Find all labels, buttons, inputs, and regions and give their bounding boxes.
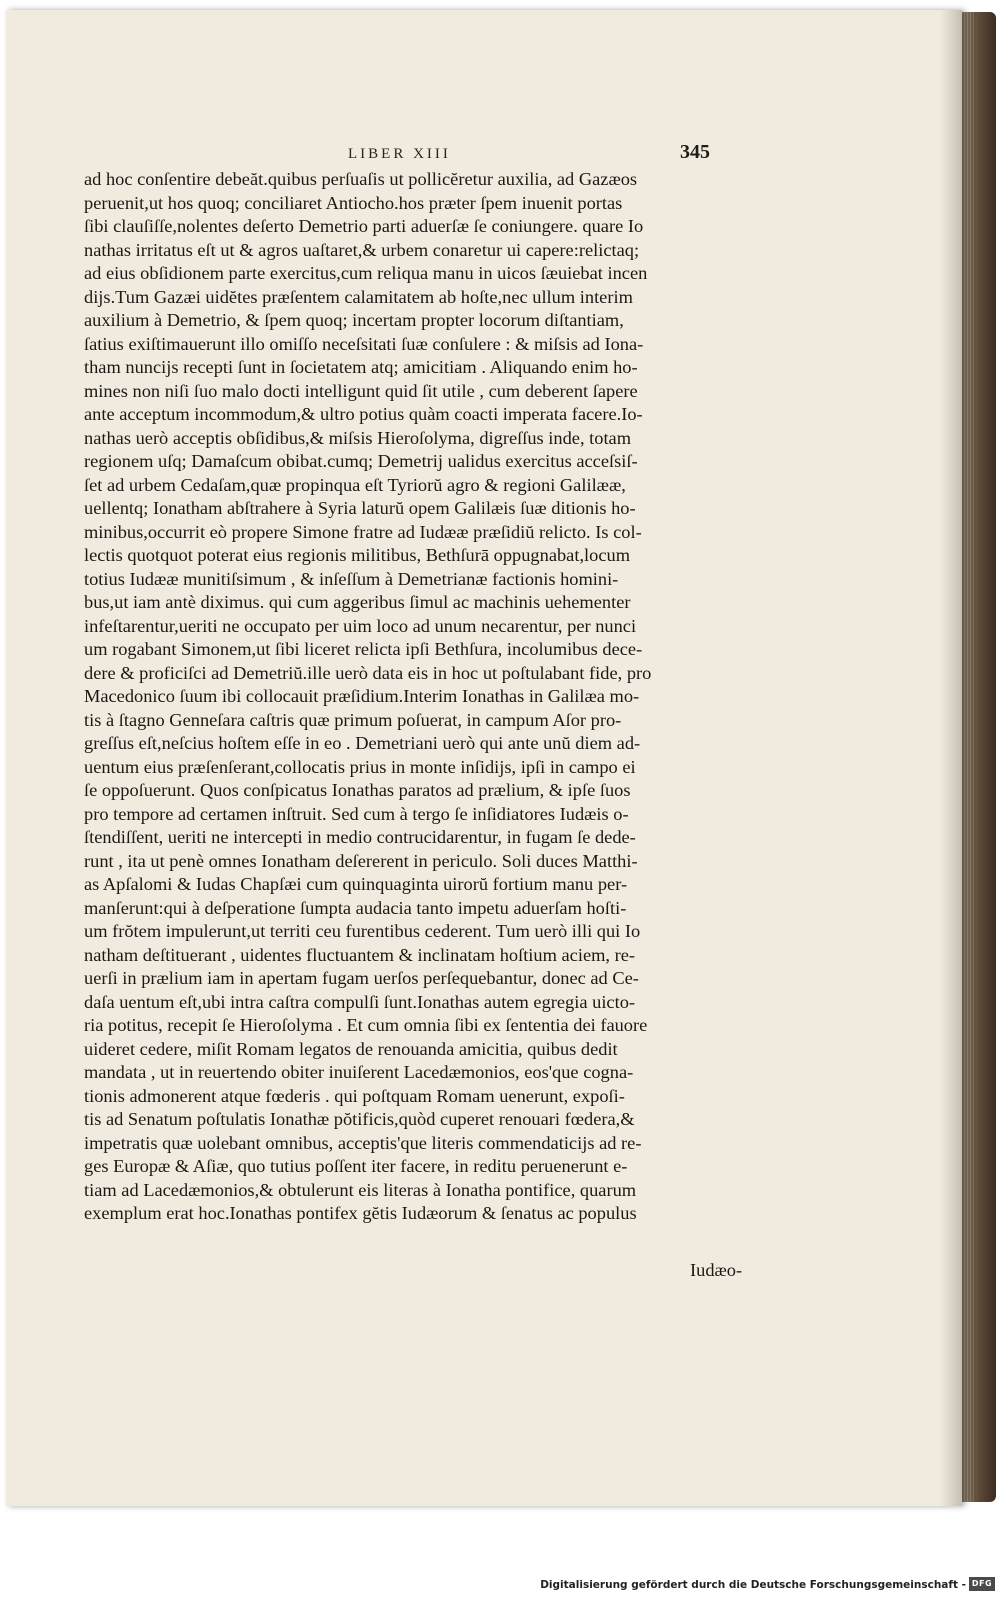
text-line: minibus,occurrit eò propere Simone fratre ad Iudææ præſidiŭ relicto. Is col- [84,521,642,542]
text-line: mandata , ut in reuertendo obiter inuiſerent Lacedæmonios, eos'que cogna- [84,1062,634,1082]
text-line: regionem uſq; Damaſcum obibat.cumq; Demetrij ualidus exercitus acceſsiſ- [84,451,638,471]
text-line: daſa uentum eſt,ubi intra caſtra compulſi ſunt.Ionathas autem egregia uicto- [84,991,636,1012]
text-line: impetratis quæ uolebant omnibus, acceptis'que literis commendaticijs ad re- [84,1132,642,1153]
text-line: tionis admonerent atque fœderis . qui poſtquam Romam uenerunt, expoſi- [84,1085,625,1106]
text-line: as Apſalomi & Iudas Chapſæi cum quinquaginta uirorŭ fortium manu per- [84,874,628,894]
text-line: ges Europæ & Aſiæ, quo tutius poſſent iter facere, in reditu peruenerunt e- [84,1156,628,1176]
text-line: peruenit,ut hos quoq; conciliaret Antiocho.hos præter ſpem inuenit portas [84,192,623,213]
text-line: auxilium à Demetrio, & ſpem quoq; incertam propter locorum diſtantiam, [84,310,624,330]
text-line: tiam ad Lacedæmonios,& obtulerunt eis literas à Ionatha pontifice, quarum [84,1179,637,1200]
text-line: ſibi clauſiſſe,nolentes deſerto Demetrio parti aduerſæ ſe coniungere. quare Io [84,216,644,236]
text-line: bus,ut iam antè diximus. qui cum aggeribus ſimul ac machinis uehementer [84,592,631,612]
text-line: um frŏtem impulerunt,ut territi ceu furentibus cederent. Tum uerò illi qui Io [84,921,641,941]
book-page [6,10,962,1506]
text-line: ſatius exiſtimauerunt illo omiſſo neceſsitati ſuæ conſulere : & miſsis ad Iona- [84,333,644,354]
text-line: tis ad Senatum poſtulatis Ionathæ pŏtificis,quòd cuperet renouari fœdera,& [84,1109,635,1129]
text-line: ria potitus, recepit ſe Hieroſolyma . Et cum omnia ſibi ex ſententia dei fauore [84,1015,648,1035]
text-line: ſet ad urbem Cedaſam,quæ propinqua eſt Tyriorŭ agro & regioni Galilææ, [84,474,626,495]
funding-credit: Digitalisierung gefördert durch die Deutsche Forschungsgemeinschaft - [540,1579,966,1591]
text-line: nathas uerò acceptis obſidibus,& miſsis Hieroſolyma, digreſſus inde, totam [84,427,632,448]
text-line: um rogabant Simonem,ut ſibi liceret relicta ipſi Bethſura, incolumibus dece- [84,639,643,659]
text-line: nathas irritatus eſt ut & agros uaſtaret,& urbem conaretur ui capere:relictaq; [84,239,640,260]
page-number: 345 [680,141,710,163]
text-line: manſerunt:qui à deſperatione ſumpta audacia tanto impetu aduerſam hoſti- [84,897,627,918]
text-line: uerſi in prælium iam in apertam fugam uerſos perſequebantur, donec ad Ce- [84,968,639,988]
text-line: mines non niſi ſuo malo docti intelligunt quid ſit utile , cum deberent ſapere [84,380,638,401]
text-line: uideret cedere, miſit Romam legatos de renouanda amicitia, quibus dedit [84,1038,618,1059]
running-head: LIBER XIII [348,146,451,162]
text-line: dijs.Tum Gazæi uidĕtes præſentem calamitatem ab hoſte,nec ullum interim [84,286,633,307]
text-line: runt , ita ut penè omnes Ionatham deſererent in periculo. Soli duces Matthi- [84,850,638,871]
text-line: ad hoc conſentire debeăt.quibus perſuaſis ut pollicĕretur auxilia, ad Gazæos [84,169,638,189]
dfg-logo-icon: DFG [969,1577,995,1591]
text-line: pro tempore ad certamen inſtruit. Sed cum à tergo ſe inſidiatores Iudæis o- [84,803,629,824]
text-line: greſſus eſt,neſcius hoſtem eſſe in eo . Demetriani uerò qui ante unŭ diem ad- [84,733,641,753]
text-line: tis à ſtagno Genneſara caſtris quæ primum poſuerat, in campum Aſor pro- [84,709,622,730]
text-line: uentum eius præſenſerant,collocatis prius in monte inſidijs, ipſi in campo ei [84,756,636,777]
text-line: natham deſtituerant , uidentes fluctuantem & inclinatam hoſtium aciem, re- [84,944,636,965]
text-line: exemplum erat hoc.Ionathas pontifex gĕtis Iudæorum & ſenatus ac populus [84,1203,637,1223]
text-line: Macedonico ſuum ibi collocauit præſidium.Interim Ionathas in Galilæa mo- [84,686,640,706]
text-line: tham nuncijs recepti ſunt in ſocietatem atq; amicitiam . Aliquando enim ho- [84,357,638,377]
body-text [84,168,744,1226]
text-line: uellentq; Ionatham abſtrahere à Syria laturŭ opem Galilæis ſuæ ditionis ho- [84,498,636,518]
text-line: ſe oppoſuerunt. Quos conſpicatus Ionathas paratos ad prælium, & ipſe ſuos [84,780,631,800]
text-line: lectis quotquot poterat eius regionis militibus, Bethſurā oppugnabat,locum [84,545,631,565]
text-line: ad eius obſidionem parte exercitus,cum reliqua manu in uicos ſæuiebat incen [84,263,648,283]
text-line: dere & proficiſci ad Demetriŭ.ille uerò data eis in hoc ut poſtulabant fide, pro [84,662,652,683]
text-line: ante acceptum incommodum,& ultro potius quàm coacti imperata facere.Io- [84,404,643,424]
digitization-footer [0,1520,1000,1599]
text-line: infeſtarentur,ueriti ne occupato per uim loco ad unum necarentur, per nunci [84,615,637,636]
text-line: totius Iudææ munitiſsimum , & inſeſſum à Demetrianæ factionis homini- [84,568,619,589]
catchword: Iudæo- [690,1260,743,1280]
text-line: ſtendiſſent, ueriti ne intercepti in medio contrucidarentur, in fugam ſe dede- [84,827,636,847]
